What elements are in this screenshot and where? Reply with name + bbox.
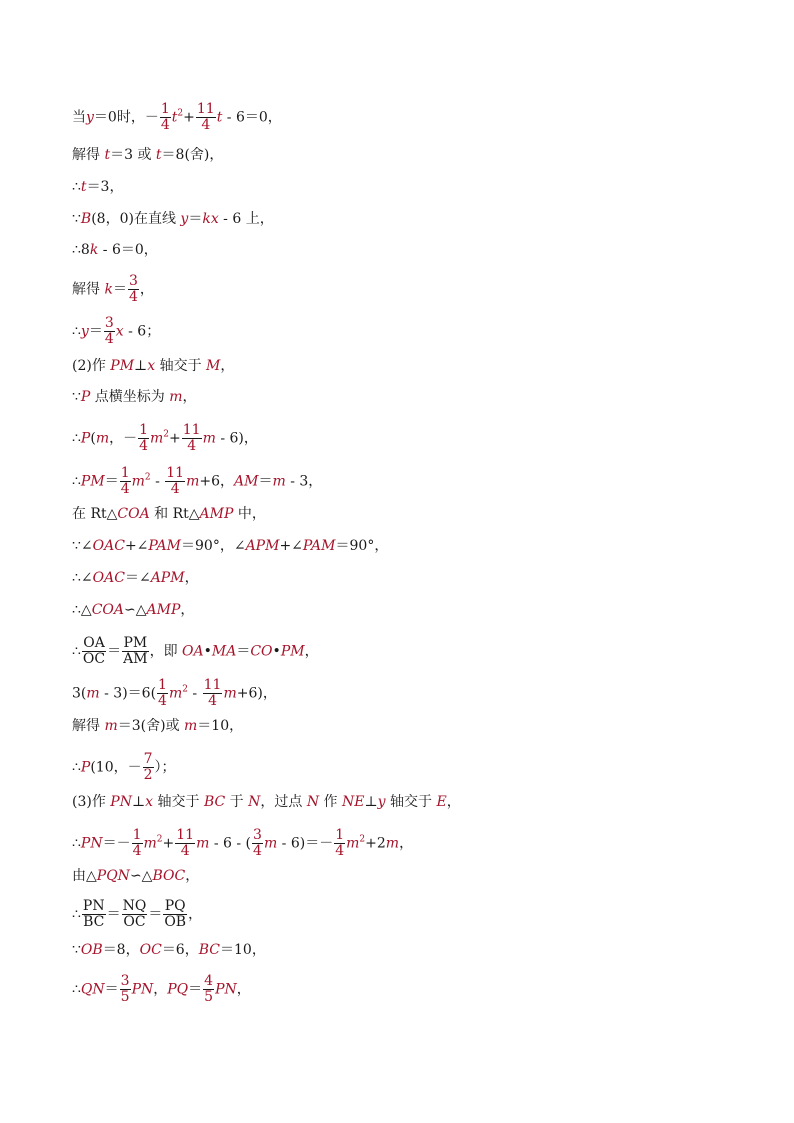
text-run: ＝8， [102, 942, 140, 958]
math-variable: y [377, 794, 386, 810]
fraction-numerator: PQ [164, 898, 186, 914]
text-run: - 3， [285, 473, 323, 490]
text-run: ＝3， [86, 179, 124, 195]
math-variable: y [180, 211, 189, 227]
math-variable: PQ [167, 981, 189, 998]
fraction-denominator: 5 [204, 989, 214, 1005]
math-variable: AMP [146, 602, 181, 618]
solution-line [72, 717, 243, 735]
math-variable: m [196, 835, 210, 852]
text-run: ∽△ [129, 868, 153, 884]
math-variable: OAC [92, 570, 125, 586]
text-run: ＝ [188, 981, 203, 998]
fraction-denominator: 4 [170, 481, 180, 497]
text-run: 轴交于 [153, 794, 204, 810]
math-variable: OA [182, 643, 204, 660]
text-run: 在 Rt△ [72, 506, 118, 522]
fraction [163, 899, 187, 930]
text-run: ，过点 [260, 794, 307, 810]
text-run: ， [446, 794, 461, 810]
fraction [334, 828, 345, 859]
solution-line [72, 601, 194, 619]
math-variable: m [184, 718, 198, 734]
text-run: - 6＝0， [222, 109, 282, 126]
text-run: ∴8 [72, 242, 90, 258]
text-run: +∠ [279, 538, 303, 554]
text-run: ∵ [72, 211, 81, 227]
fraction [138, 423, 149, 454]
solution-line [72, 388, 197, 406]
text-run: - [150, 473, 165, 490]
text-run: ＝ [107, 643, 122, 660]
fraction [203, 974, 214, 1005]
fraction [82, 899, 106, 930]
text-run: ，－ [109, 430, 138, 447]
math-variable: k [104, 281, 113, 298]
fraction [143, 752, 154, 783]
fraction [82, 636, 106, 667]
solution-line [72, 241, 158, 259]
text-run: ⊥ [364, 794, 378, 810]
fraction-denominator: 4 [201, 117, 211, 133]
math-variable: COA [117, 506, 150, 522]
fraction [175, 828, 195, 859]
fraction-denominator: 4 [160, 117, 170, 133]
superscript: 2 [156, 834, 163, 845]
text-run: 由△ [72, 868, 97, 884]
text-run: +2 [365, 835, 386, 852]
solution-line [72, 899, 202, 930]
fraction-denominator: 4 [104, 331, 114, 347]
text-run: 解得 [72, 147, 105, 163]
math-variable: PN [110, 794, 132, 810]
text-run: ＝∠ [124, 570, 151, 586]
text-run: +6， [199, 473, 235, 490]
text-run: ＝3 或 [110, 147, 156, 163]
solution-line [72, 678, 277, 709]
math-variable: PN [131, 981, 154, 998]
superscript: 2 [163, 429, 170, 440]
text-run: - 6＝0， [98, 242, 158, 258]
math-variable: CO [250, 643, 273, 660]
superscript: 2 [144, 472, 151, 483]
text-run: ∴∠ [72, 570, 93, 586]
text-run: +6)， [236, 685, 277, 702]
math-variable: MA [211, 643, 237, 660]
math-variable: P [80, 389, 91, 405]
fraction-denominator: BC [83, 914, 105, 930]
math-variable: m [186, 473, 200, 490]
text-run: ＝ [106, 906, 121, 923]
fraction-numerator: OA [83, 635, 105, 651]
math-variable: QN [80, 981, 105, 998]
text-run: ∴ [72, 323, 81, 340]
fraction-denominator: OC [123, 914, 146, 930]
solution-line [72, 357, 234, 375]
text-run: ( [90, 430, 96, 447]
text-run: - 6)， [215, 430, 258, 447]
math-variable: m [86, 685, 100, 702]
math-variable: t [155, 147, 162, 163]
solution-line [72, 569, 199, 587]
math-variable: NE [341, 794, 365, 810]
math-variable: APM [245, 538, 280, 554]
fraction [203, 678, 223, 709]
fraction-numerator: 11 [203, 677, 222, 693]
solution-line [72, 828, 413, 859]
fraction-numerator: 11 [196, 101, 215, 117]
math-variable: B [80, 211, 92, 227]
math-variable: PAM [148, 538, 182, 554]
text-run: ＝ [104, 981, 119, 998]
text-run: ＝10， [197, 718, 244, 734]
text-run: (8，0)在直线 [91, 211, 181, 227]
fraction-denominator: 2 [143, 767, 153, 783]
fraction-denominator: 4 [187, 438, 197, 454]
text-run: ∵∠ [72, 538, 93, 554]
math-variable: m [150, 430, 164, 447]
text-run: ⊥ [134, 358, 148, 374]
solution-line [72, 636, 319, 667]
fraction-denominator: 4 [253, 843, 262, 859]
math-variable: OC [139, 942, 162, 958]
math-variable: x [115, 323, 124, 340]
math-variable: k [89, 242, 99, 258]
solution-line [72, 423, 258, 454]
math-variable: t [216, 109, 223, 126]
math-variable: y [80, 323, 89, 340]
fraction [157, 678, 168, 709]
superscript: 2 [359, 834, 366, 845]
solution-line [72, 537, 388, 555]
text-run: ∴ [72, 430, 81, 447]
fraction-numerator: NQ [122, 898, 147, 914]
text-run: 轴交于 [155, 358, 207, 374]
text-run: ∴ [72, 179, 81, 195]
text-run: 解得 [72, 281, 105, 298]
text-run: ＝90°， [335, 538, 389, 554]
fraction [182, 423, 202, 454]
fraction-denominator: 4 [120, 481, 130, 497]
text-run: 作 [319, 794, 342, 810]
solution-line [72, 974, 251, 1005]
fraction-numerator: 3 [104, 315, 114, 331]
math-variable: PM [110, 358, 135, 374]
math-variable: m [143, 835, 157, 852]
fraction-denominator: OB [164, 914, 187, 930]
fraction-numerator: 1 [158, 677, 167, 693]
math-variable: m [168, 685, 183, 702]
math-variable: t [171, 109, 178, 126]
text-run: • [272, 643, 281, 660]
text-run: ∵ [72, 942, 81, 958]
text-run: - 6 上， [218, 211, 274, 227]
text-run: ， [180, 602, 195, 618]
math-variable: PM [80, 473, 105, 490]
math-variable: AM [234, 473, 259, 490]
text-run: ＝ [104, 473, 119, 490]
text-run: ， [399, 835, 414, 852]
math-variable: OB [80, 942, 103, 958]
fraction-numerator: 3 [120, 973, 130, 989]
solution-line [72, 466, 322, 497]
fraction-numerator: 1 [160, 101, 170, 117]
fraction-numerator: 11 [166, 465, 185, 481]
math-variable: PM [280, 643, 305, 660]
text-run: (2)作 [72, 358, 111, 374]
text-run: ＝－ [102, 835, 131, 852]
fraction [104, 316, 115, 347]
fraction-numerator: 3 [128, 273, 138, 289]
fraction-numerator: 1 [132, 827, 142, 843]
math-variable: APM [150, 570, 185, 586]
math-variable: m [104, 718, 118, 734]
text-run: 3( [72, 685, 87, 702]
text-run: - 3)＝6( [99, 685, 157, 702]
math-variable: m [346, 835, 360, 852]
fraction-denominator: 5 [120, 989, 130, 1005]
text-run: ∴ [72, 473, 81, 490]
math-variable: N [306, 794, 320, 810]
fraction [196, 102, 216, 133]
fraction-denominator: 4 [139, 438, 149, 454]
math-variable: M [206, 358, 221, 374]
text-run: ，即 [149, 643, 183, 660]
fraction-numerator: 1 [335, 827, 345, 843]
text-run: ， [188, 906, 203, 923]
solution-line [72, 793, 461, 811]
text-run: ）； [154, 759, 176, 776]
text-run: ， [185, 868, 200, 884]
math-variable: kx [202, 211, 219, 227]
text-run: - 6 - ( [209, 835, 252, 852]
text-run: ＝ [188, 211, 203, 227]
text-run: ∴ [72, 643, 81, 660]
fraction [128, 274, 139, 305]
text-run: ＝ [236, 643, 251, 660]
fraction-numerator: 4 [204, 973, 214, 989]
solution-line [72, 505, 266, 523]
fraction-denominator: 4 [132, 843, 142, 859]
text-run: + [169, 430, 181, 447]
text-run: ∵ [72, 389, 81, 405]
math-variable: m [169, 389, 183, 405]
text-run: ， [236, 981, 251, 998]
fraction [120, 466, 131, 497]
math-variable: t [104, 147, 111, 163]
text-run: ， [139, 281, 154, 298]
solution-line [72, 146, 223, 164]
math-variable: P [80, 430, 91, 447]
math-variable: t [80, 179, 87, 195]
math-variable: m [202, 430, 216, 447]
text-run: ， [220, 358, 235, 374]
math-variable: x [145, 794, 154, 810]
fraction-denominator: AM [123, 651, 148, 667]
text-run: ＝ [258, 473, 273, 490]
math-variable: E [436, 794, 447, 810]
math-variable: m [95, 430, 110, 447]
text-run: ＝ [88, 323, 103, 340]
text-run: (10，－ [90, 759, 142, 776]
math-variable: m [385, 835, 400, 852]
superscript: 2 [177, 108, 184, 119]
fraction-numerator: 11 [176, 827, 195, 843]
math-variable: BC [198, 942, 220, 958]
text-run: ＝3(舍)或 [117, 718, 185, 734]
math-variable: PN [215, 981, 237, 998]
math-variable: m [131, 473, 145, 490]
solution-line [72, 210, 274, 228]
fraction-denominator: 4 [335, 843, 345, 859]
text-run: +∠ [124, 538, 149, 554]
fraction [252, 828, 263, 859]
text-run: 轴交于 [385, 794, 437, 810]
solution-line [72, 316, 160, 347]
text-run: 于 [225, 794, 249, 810]
fraction-denominator: 4 [128, 289, 138, 305]
text-run: 中， [233, 506, 266, 522]
math-variable: OAC [92, 538, 125, 554]
fraction-numerator: 11 [182, 422, 201, 438]
fraction-numerator: 3 [253, 827, 262, 843]
text-run: ⊥ [131, 794, 146, 810]
math-variable: PQN [96, 868, 130, 884]
fraction [160, 102, 171, 133]
math-variable: BC [203, 794, 226, 810]
text-run: ＝0时， [93, 109, 145, 126]
math-variable: m [263, 835, 278, 852]
text-run: ， [153, 981, 168, 998]
math-variable: m [272, 473, 286, 490]
text-run: - 6； [123, 323, 161, 340]
math-variable: x [147, 358, 156, 374]
text-run: + [162, 835, 175, 852]
text-run: ， [184, 570, 199, 586]
math-variable: y [86, 109, 94, 126]
fraction [120, 974, 131, 1005]
text-run: ∴ [72, 981, 81, 998]
solution-line [72, 178, 123, 196]
solution-line [72, 274, 154, 305]
fraction-denominator: OC [82, 651, 106, 667]
math-variable: BOC [152, 868, 186, 884]
text-run: ∴ [72, 759, 81, 776]
text-run: • [203, 643, 212, 660]
fraction-numerator: PN [82, 898, 105, 914]
fraction [122, 636, 148, 667]
text-run: - 6)＝－ [277, 835, 334, 852]
fraction-denominator: 4 [180, 843, 190, 859]
text-run: ＝90°，∠ [181, 538, 246, 554]
text-run: 当 [72, 109, 86, 126]
fraction [122, 899, 148, 930]
text-run: ＝8(舍)， [161, 147, 224, 163]
fraction-denominator: 4 [158, 693, 167, 709]
text-run: ∴ [72, 835, 81, 852]
text-run: (3)作 [72, 794, 111, 810]
text-run: ＝10， [220, 942, 266, 958]
math-variable: N [248, 794, 261, 810]
text-run: ， [182, 389, 197, 405]
text-run: 和 Rt△ [149, 506, 200, 522]
fraction-numerator: 7 [143, 751, 153, 767]
math-variable: PAM [302, 538, 336, 554]
math-variable: COA [91, 602, 124, 618]
solution-line [72, 752, 176, 783]
text-run: 点横坐标为 [90, 389, 170, 405]
text-run: ＝ [112, 281, 127, 298]
fraction [132, 828, 143, 859]
superscript: 2 [182, 684, 188, 695]
math-variable: m [223, 685, 237, 702]
text-run: ∴△ [72, 602, 92, 618]
text-run: 解得 [72, 718, 105, 734]
text-run: ∴ [72, 906, 81, 923]
math-variable: AMP [199, 506, 234, 522]
solution-line [72, 941, 266, 959]
text-run: ＝6， [161, 942, 199, 958]
text-run: + [183, 109, 195, 126]
fraction [165, 466, 185, 497]
fraction-numerator: 1 [120, 465, 130, 481]
text-run: - [187, 685, 202, 702]
text-run: ∽△ [124, 602, 147, 618]
math-variable: PN [80, 835, 103, 852]
fraction-numerator: PM [123, 635, 148, 651]
fraction-denominator: 4 [208, 693, 217, 709]
text-run: ＝ [148, 906, 163, 923]
text-run: ， [304, 643, 319, 660]
text-run: － [144, 109, 159, 126]
solution-line [72, 102, 282, 133]
solution-line [72, 867, 199, 885]
fraction-numerator: 1 [139, 422, 149, 438]
math-variable: P [80, 759, 91, 776]
